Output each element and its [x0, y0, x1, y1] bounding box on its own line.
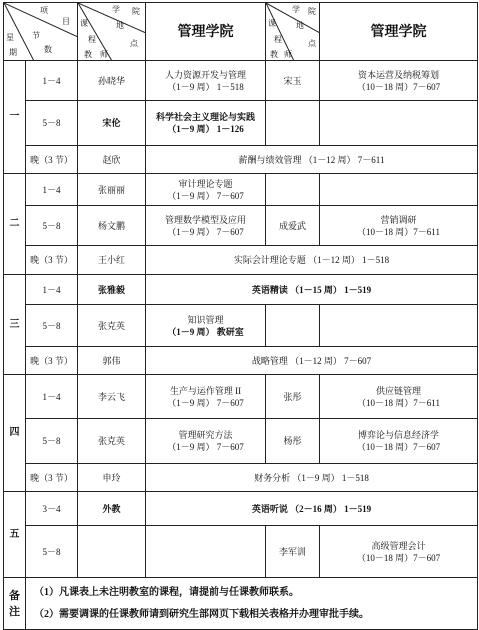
empty-cell: [146, 526, 266, 578]
table-row: [4, 492, 478, 526]
note-line-1: （1）凡课表上未注明教室的课程，请提前与任课教师联系。: [34, 586, 299, 598]
course-cell: 管理研究方法 （1－9 周） 7－607: [146, 419, 266, 464]
course-cell: 供应链管理 （10－18 周）7－611: [320, 375, 478, 419]
day-label: 一: [4, 61, 26, 174]
label-qi: 期: [9, 48, 17, 57]
teacher-cell: 王小红: [78, 246, 146, 275]
notes-label: 备 注: [4, 578, 26, 630]
course-cell: 营销调研 （10－18 周）7－611: [320, 206, 478, 246]
section-cell: 1－4: [26, 61, 78, 101]
section-cell: 5－8: [26, 206, 78, 246]
section-cell: 1－4: [26, 174, 78, 206]
course-cell: 管理数学模型及应用 （1－9 周） 7－607: [146, 206, 266, 246]
empty-cell: [266, 305, 320, 347]
header-right-diagonal: 学 院 课 地 程 点 教 师: [266, 3, 320, 61]
section-cell: 晚（3 节）: [26, 146, 78, 174]
teacher-cell: 杨文鹏: [78, 206, 146, 246]
section-cell: 1－4: [26, 375, 78, 419]
teacher-cell: 李军训: [266, 526, 320, 578]
table-row: [4, 206, 478, 246]
course-full-cell: 实际会计理论专题 （1－12 周） 1－518: [146, 246, 478, 275]
table-row: [4, 275, 478, 305]
section-cell: 1－4: [26, 275, 78, 305]
college-header-1: 管理学院: [146, 3, 266, 61]
course-cell: 生产与运作管理 II （1－9 周） 7－607: [146, 375, 266, 419]
course-cell: 科学社会主义理论与实践 （1－9 周） 1－126: [146, 101, 266, 146]
teacher-cell: 赵欣: [78, 146, 146, 174]
header-mid-diagonal: 学 院 课 地 程 点 教 师: [78, 3, 146, 61]
schedule-table: [3, 2, 478, 630]
notes-content: [26, 578, 478, 630]
table-row: [4, 347, 478, 375]
course-cell: 知识管理 （1－9 周） 教研室: [146, 305, 266, 347]
table-row: [4, 61, 478, 101]
label-shu: 数: [44, 45, 52, 54]
teacher-cell: 郭伟: [78, 347, 146, 375]
teacher-cell: 张彤: [266, 375, 320, 419]
table-row: [4, 375, 478, 419]
course-full-cell: 英语精读 （1－15 周） 1－519: [146, 275, 478, 305]
empty-cell: [266, 174, 320, 206]
section-cell: 3－4: [26, 492, 78, 526]
table-row: [4, 246, 478, 275]
section-cell: 晚（3 节）: [26, 464, 78, 492]
teacher-cell: 宋玉: [266, 61, 320, 101]
day-label: 二: [4, 174, 26, 275]
section-cell: 5－8: [26, 305, 78, 347]
course-full-cell: 财务分析 （1－9 周） 1－518: [146, 464, 478, 492]
label-jie: 节: [32, 31, 40, 40]
table-row: [4, 305, 478, 347]
label-item: 项: [40, 6, 48, 15]
header-left-diagonal: [4, 3, 78, 61]
course-full-cell: 英语听说 （2－16 周） 1－519: [146, 492, 478, 526]
teacher-cell: 张克英: [78, 305, 146, 347]
section-cell: 5－8: [26, 526, 78, 578]
teacher-cell: 张丽丽: [78, 174, 146, 206]
teacher-cell: 张雅毅: [78, 275, 146, 305]
course-full-cell: 薪酬与绩效管理 （1－12 周） 7－611: [146, 146, 478, 174]
college-header-2: 管理学院: [320, 3, 478, 61]
label-mu: 目: [62, 17, 70, 26]
section-cell: 5－8: [26, 419, 78, 464]
teacher-cell: 李云飞: [78, 375, 146, 419]
table-row: [4, 419, 478, 464]
day-label: 五: [4, 492, 26, 578]
day-label: 三: [4, 275, 26, 375]
section-cell: 晚（3 节）: [26, 347, 78, 375]
teacher-cell: 杨彤: [266, 419, 320, 464]
course-cell: 高级管理会计 （10－18 周）7－607: [320, 526, 478, 578]
table-row: [4, 526, 478, 578]
notes-row: [4, 578, 478, 630]
teacher-cell: 孙晓华: [78, 61, 146, 101]
teacher-cell: 张克英: [78, 419, 146, 464]
course-cell: 人力资源开发与管理 （1－9 周） 1－518: [146, 61, 266, 101]
course-cell: 审计理论专题 （1－9 周） 7－607: [146, 174, 266, 206]
label-xing: 星: [6, 33, 14, 42]
section-cell: 5－8: [26, 101, 78, 146]
course-cell: 博弈论与信息经济学 （10－18 周）7－607: [320, 419, 478, 464]
empty-cell: [78, 526, 146, 578]
teacher-cell: 外教: [78, 492, 146, 526]
day-label: 四: [4, 375, 26, 492]
teacher-cell: 宋伦: [78, 101, 146, 146]
table-row: [4, 174, 478, 206]
header-row: [4, 3, 478, 61]
empty-cell: [320, 305, 478, 347]
teacher-cell: 成爱武: [266, 206, 320, 246]
table-row: [4, 101, 478, 146]
course-full-cell: 战略管理 （1－12 周） 7－607: [146, 347, 478, 375]
table-row: [4, 146, 478, 174]
teacher-cell: 申玲: [78, 464, 146, 492]
empty-cell: [320, 174, 478, 206]
empty-cell: [320, 101, 478, 146]
table-row: [4, 464, 478, 492]
section-cell: 晚（3 节）: [26, 246, 78, 275]
empty-cell: [266, 101, 320, 146]
course-cell: 资本运营及纳税筹划 （10－18 周）7－607: [320, 61, 478, 101]
note-line-2: （2）需要调课的任课教师请到研究生部网页下载相关表格并办理审批手续。: [34, 608, 369, 620]
